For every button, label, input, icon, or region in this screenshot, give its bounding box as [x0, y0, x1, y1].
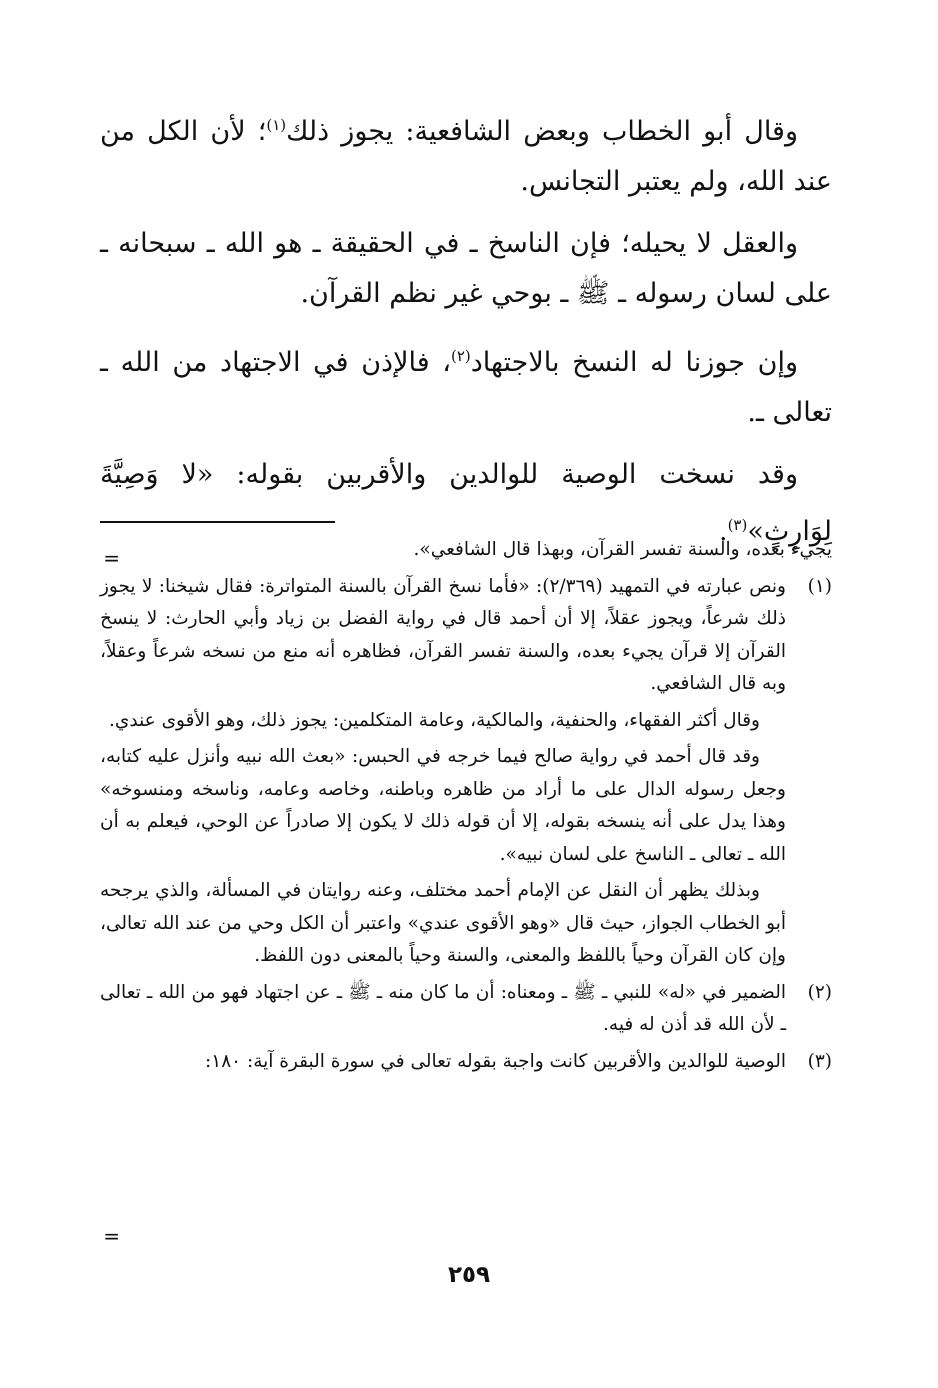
footnote-continuation: يجيء بعده، والسنة تفسر القرآن، وبهذا قال الشافعي».	[413, 539, 832, 560]
footnote-number: (٢)	[807, 981, 832, 1003]
main-paragraph-3: وإن جوزنا له النسخ بالاجتهاد$^{(٢)}$، فالإذن في الاجتهاد من الله ـ تعالى ـ.	[100, 347, 832, 428]
footnote-1-paragraph-2: وقال أكثر الفقهاء، والحنفية، والمالكية، وعامة المتكلمين: يجوز ذلك، وهو الأقوى عندي.	[109, 709, 760, 731]
footnote-ref-2: (٢)	[451, 347, 471, 365]
main-paragraph-1: وقال أبو الخطاب وبعض الشافعية: يجوز ذلك$^{(١)}$؛ لأن الكل من عند الله، ولم يعتبر التجانس.	[100, 116, 832, 197]
page-number: ٢٥٩	[447, 1262, 491, 1288]
continuation-mark-bottom: =	[103, 1224, 120, 1248]
main-text	[100, 100, 832, 569]
footnotes	[100, 534, 832, 1082]
main-paragraph-2: والعقل لا يحيله؛ فإن الناسخ ـ في الحقيقة ـ هو الله ـ سبحانه ـ على لسان رسوله ـ ﷺ ـ بوحي غير نظم القرآن.	[100, 228, 832, 309]
footnote-1-paragraph-3: وقد قال أحمد في رواية صالح فيما خرجه في الحبس: «بعث الله نبيه وأنزل عليه كتابه، وجعل رسوله الدال على ما أراد من ظاهره وباطنه، وخاصه وعامه، وناسخه ومنسوخه» وهذا يدل على أنه ينسخه بقوله، إلا أن قوله ذلك لا يكون إلا صادراً عن الوحي، فيعلم به أن الله ـ تعالى ـ الناسخ على لسان نبيه».	[100, 746, 786, 865]
footnote-number: (١)	[807, 575, 832, 597]
footnote-3: (٣) الوصية للوالدين والأقربين كانت واجبة بقوله تعالى في سورة البقرة آية: ١٨٠:	[100, 1046, 832, 1079]
footnote-number: (٣)	[807, 1050, 832, 1072]
footnote-1: (١) ونص عبارته في التمهيد (٢/٣٦٩): «فأما نسخ القرآن بالسنة المتواترة: فقال شيخنا: لا يجوز ذلك شرعاً، ويجوز عقلاً، إلا أن أحمد قال في رواية الفضل بن زياد وأبي الحارث: لا ينسخ القرآن إلا قرآن يجيء بعده، والسنة تفسر القرآن، فظاهره أنه منع من نسخه شرعاً وعقلاً، وبه قال الشافعي.	[100, 571, 832, 701]
continuation-mark-top: =	[103, 546, 120, 570]
footnote-separator	[100, 521, 335, 523]
footnote-2: (٢) الضمير في «له» للنبي ـ ﷺ ـ ومعناه: أن ما كان منه ـ ﷺ ـ عن اجتهاد فهو من الله ـ تعالى ـ لأن الله قد أذن له فيه.	[100, 977, 832, 1042]
footnote-ref-1: (١)	[266, 116, 287, 134]
main-paragraph-4: وقد نسخت الوصية للوالدين والأقربين بقوله: «لا وَصِيَّةَ لِوَارِثٍ»$^{(٣)}$.	[100, 459, 832, 547]
footnote-1-paragraph-4: وبذلك يظهر أن النقل عن الإمام أحمد مختلف، وعنه روايتان في المسألة، والذي يرجحه أبو الخطاب الجواز، حيث قال «وهو الأقوى عندي» واعتبر أن الكل وحي من عند الله تعالى، وإن كان القرآن وحياً باللفظ والمعنى، والسنة وحياً بالمعنى دون اللفظ.	[100, 880, 786, 966]
footnote-ref-3: (٣)	[727, 516, 748, 534]
